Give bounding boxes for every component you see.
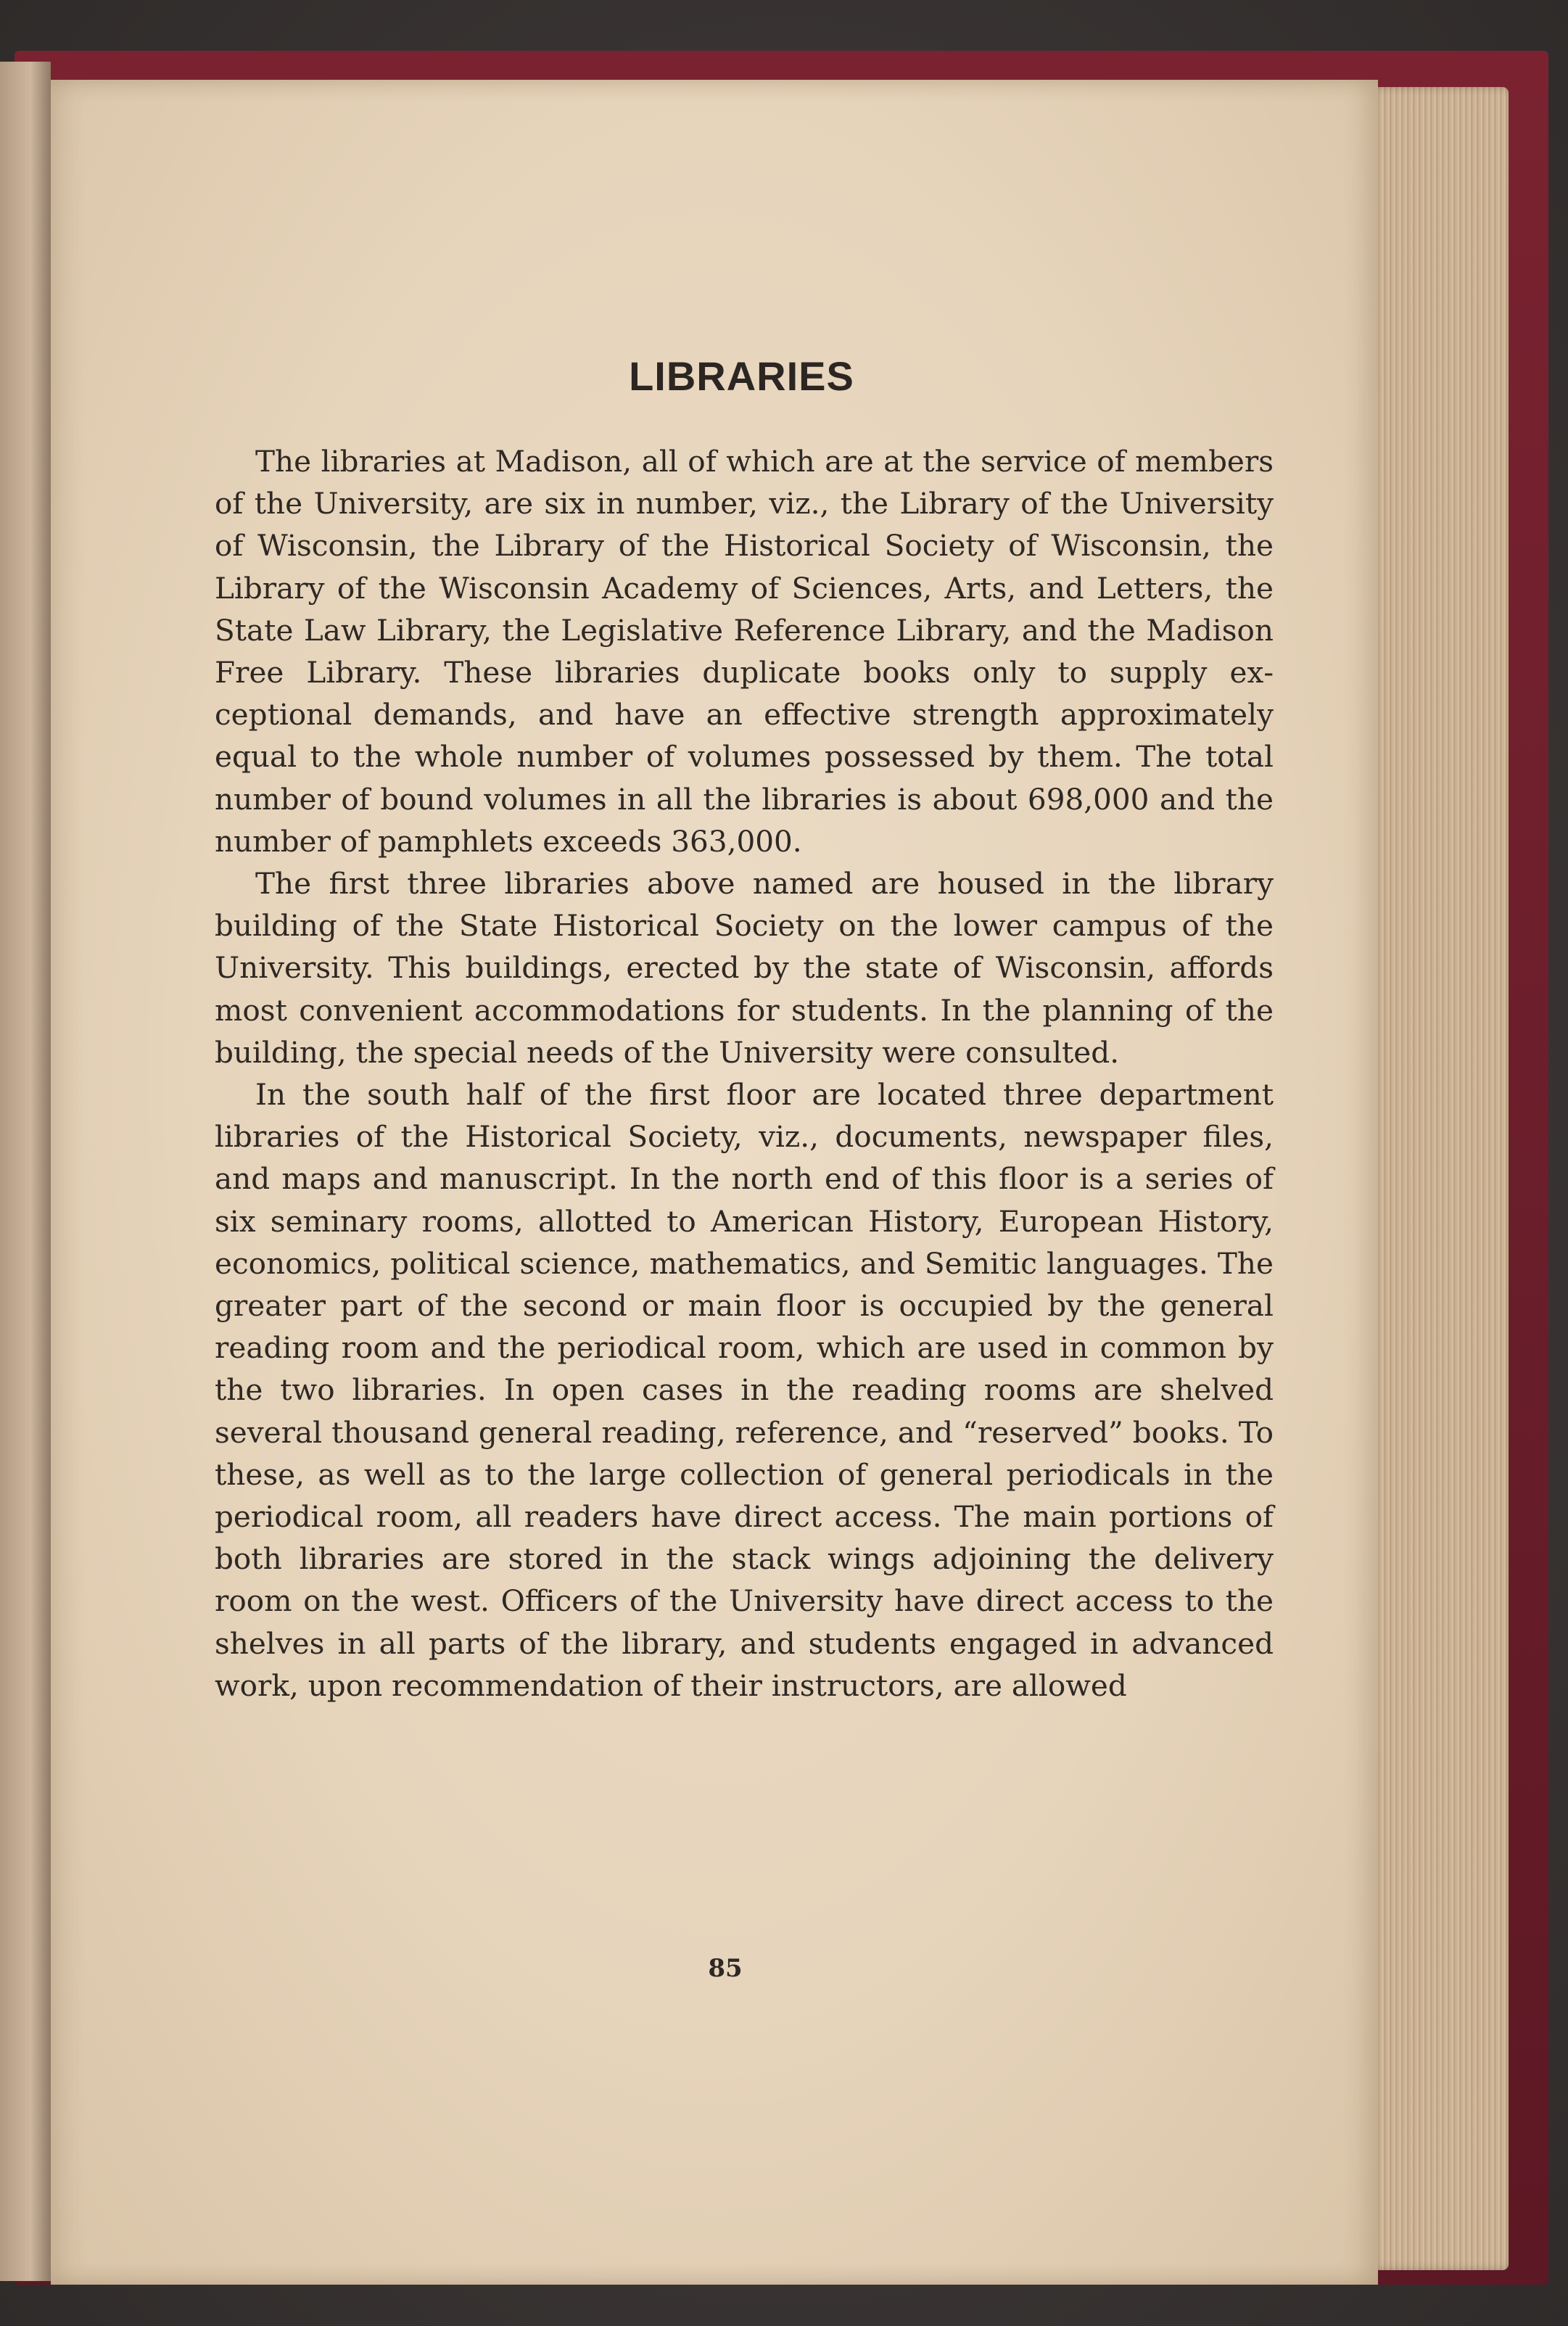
paragraph-2: The first three libraries above named are housed in the library building of the State Historical Society on the lower campus of the University. This buildings, erected by the state of Wisconsin, affords most convenient accommodations for students. In the planning of the building, the special needs of the University were consulted. xyxy=(215,866,1274,1070)
page-heading: LIBRARIES xyxy=(629,353,854,399)
paragraph-3: In the south half of the first floor are located three department libraries of the Historical Society, viz., documents, newspaper files, and maps and manuscript. In the north end of this floor is a series of six seminary rooms, allotted to American History, European History, economics, political science, mathematics, and Semitic languages. The greater part of the second or main floor is occupied by the general reading room and the periodical room, which are used in common by the two libraries. In open cases in the reading rooms are shelved several thousand general reading, reference, and “reserved” books. To these, as well as to the large collection of general periodicals in the periodical room, all readers have direct access. The main portions of both libraries are stored in the stack wings adjoining the delivery room on the west. Officers of the University have direct access to the shelves in all parts of the library, and students engaged in advanced work, upon recommendation of their instructors, are allowed xyxy=(215,1077,1274,1703)
paragraph-1: The libraries at Madison, all of which are at the service of members of the University, are six in number, viz., the Library of the University of Wisconsin, the Library of the Historical Society of Wisconsin, the Library of the Wisconsin Academy of Sciences, Arts, and Letters, the State Law Library, the Legislative Reference Library, and the Madison Free Library. These libraries duplicate books only to supply exceptional demands, and have an effective strength approximately equal to the whole number of volumes possessed by them. The total number of bound volumes in all the libraries is about 698,000 and the number of pamphlets exceeds 363,000. xyxy=(215,444,1274,859)
page-number: 85 xyxy=(708,1954,743,1983)
body-text xyxy=(215,440,1274,1707)
page-edge-stack xyxy=(1363,87,1509,2270)
